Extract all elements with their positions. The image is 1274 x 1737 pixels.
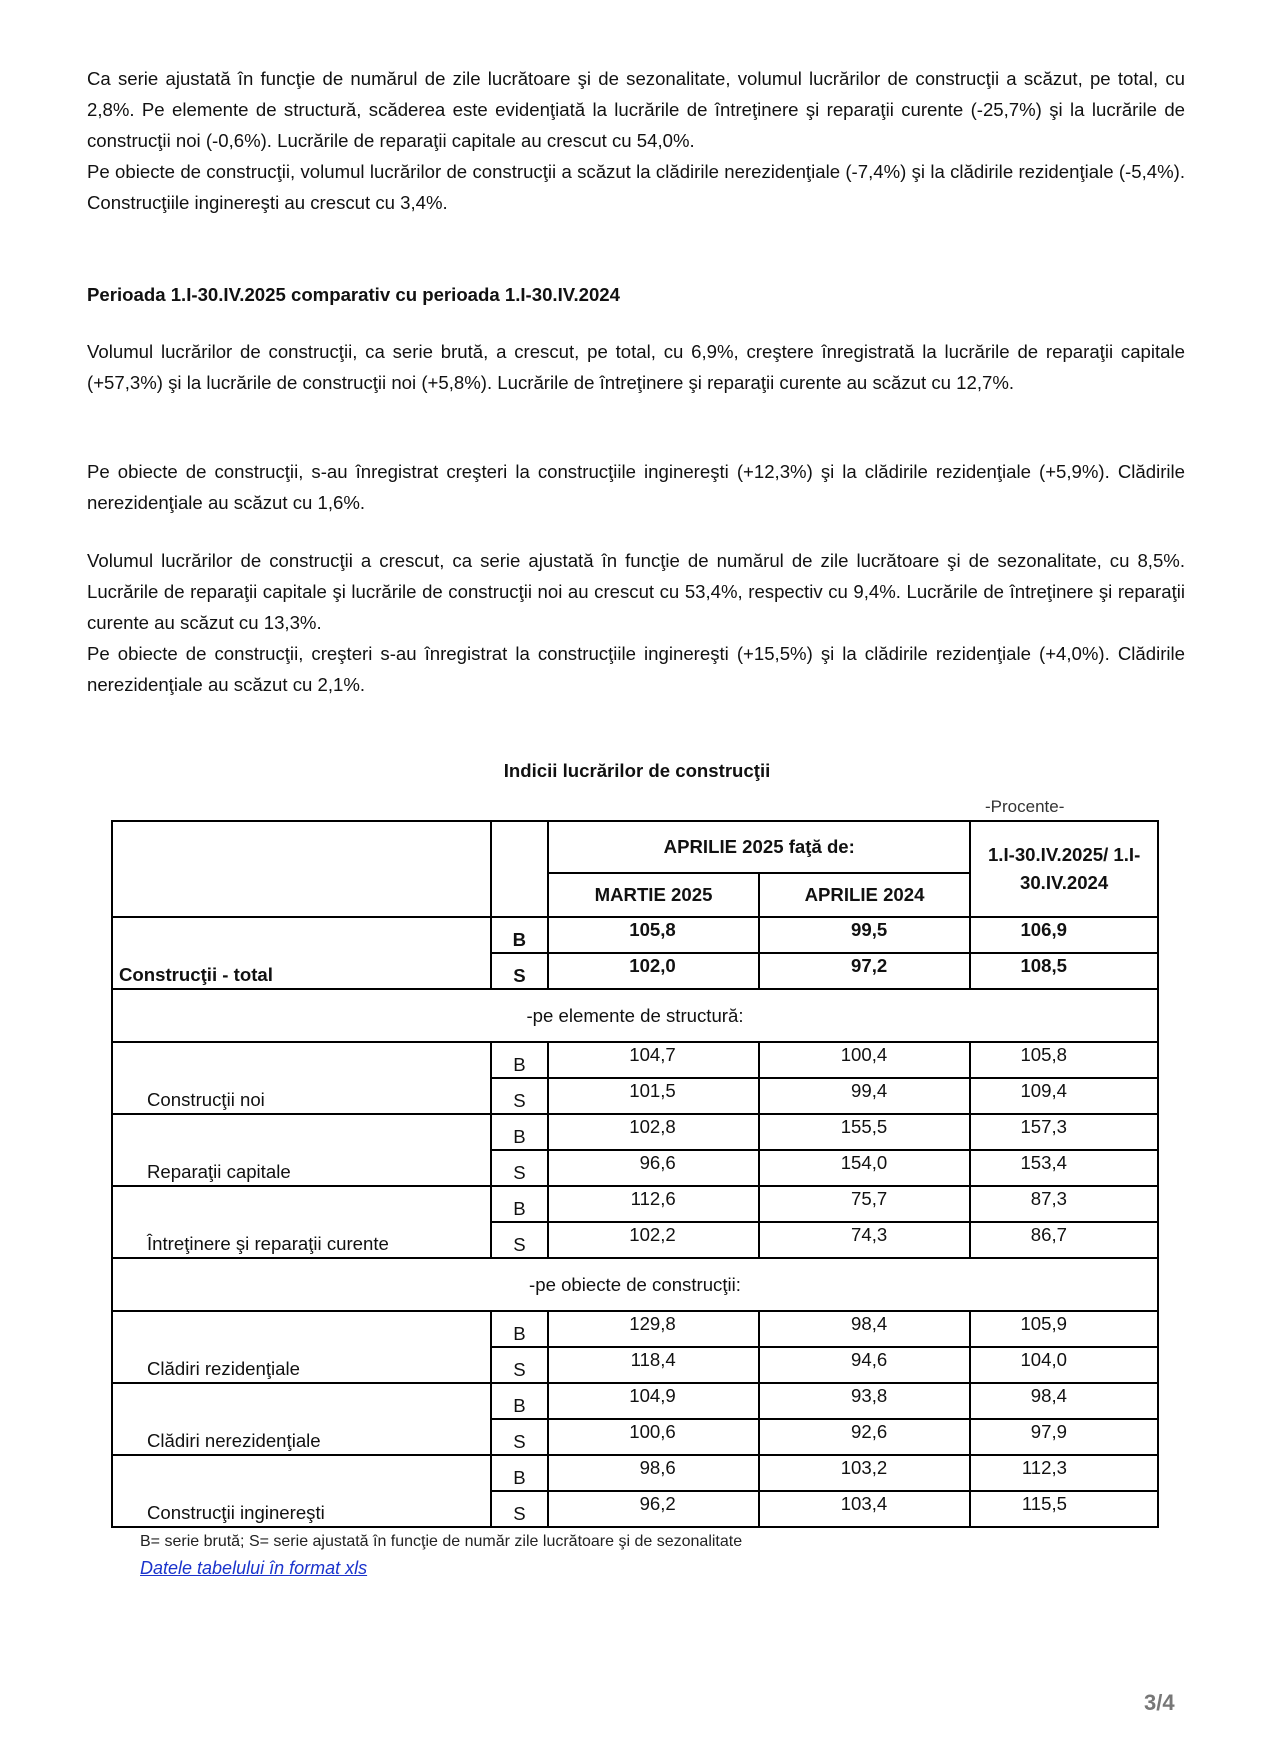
row-label-total: Construcţii - total <box>112 917 491 989</box>
value-cell: 105,8 <box>548 917 758 953</box>
table-row <box>112 1042 1158 1078</box>
table-row <box>112 1383 1158 1419</box>
value-cell: 103,2 <box>759 1455 970 1491</box>
value-cell: 153,4 <box>970 1150 1158 1186</box>
value-cell: 98,6 <box>548 1455 758 1491</box>
value-cell: 96,6 <box>548 1150 758 1186</box>
section-row <box>112 1258 1158 1311</box>
paragraph-raw-series: Volumul lucrărilor de construcţii, ca serie brută, a crescut, pe total, cu 6,9%, creştere înregistrată la lucrările de reparaţii capitale (+57,3%) şi la lucrările de construcţii noi (+5,8%). Lucrările de întreţinere şi reparaţii curente au scăzut cu 12,7%. <box>87 341 1185 393</box>
header-april: APRILIE 2024 <box>759 873 970 917</box>
value-cell: 104,0 <box>970 1347 1158 1383</box>
row-label: Întreţinere şi reparaţii curente <box>112 1186 491 1258</box>
header-empty-type <box>491 821 549 917</box>
value-cell: 108,5 <box>970 953 1158 989</box>
value-cell: 103,4 <box>759 1491 970 1527</box>
value-cell: 100,6 <box>548 1419 758 1455</box>
value-cell: 105,8 <box>970 1042 1158 1078</box>
table-header-row <box>112 821 1158 873</box>
paragraph-objects-raw: Pe obiecte de construcţii, s-au înregistrat creşteri la construcţiile inginereşti (+12,3%) şi la clădirile rezidenţiale (+5,9%). Clădirile nerezidenţiale au scăzut cu 1,6%. <box>87 461 1185 513</box>
value-cell: 104,9 <box>548 1383 758 1419</box>
value-cell: 98,4 <box>970 1383 1158 1419</box>
value-cell: 109,4 <box>970 1078 1158 1114</box>
value-cell: 154,0 <box>759 1150 970 1186</box>
value-cell: 101,5 <box>548 1078 758 1114</box>
header-empty-label <box>112 821 491 917</box>
unit-note: -Procente- <box>985 797 1065 816</box>
xls-download-link[interactable]: Datele tabelului în format xls <box>140 1558 368 1578</box>
value-cell: 100,4 <box>759 1042 970 1078</box>
section-structure: -pe elemente de structură: <box>112 989 1158 1042</box>
page-number: 3/4 <box>1144 1690 1175 1715</box>
series-tag: B <box>491 1186 549 1222</box>
value-cell: 92,6 <box>759 1419 970 1455</box>
value-cell: 129,8 <box>548 1311 758 1347</box>
value-cell: 97,9 <box>970 1419 1158 1455</box>
value-cell: 155,5 <box>759 1114 970 1150</box>
series-tag: S <box>491 1078 549 1114</box>
value-cell: 97,2 <box>759 953 970 989</box>
value-cell: 74,3 <box>759 1222 970 1258</box>
row-label: Construcţii inginereşti <box>112 1455 491 1527</box>
section-objects: -pe obiecte de construcţii: <box>112 1258 1158 1311</box>
table-row <box>112 1455 1158 1491</box>
table-row <box>112 917 1158 953</box>
row-label: Clădiri rezidenţiale <box>112 1311 491 1383</box>
value-cell: 99,5 <box>759 917 970 953</box>
value-cell: 118,4 <box>548 1347 758 1383</box>
paragraph-adjusted-period: Volumul lucrărilor de construcţii a crescut, ca serie ajustată în funcţie de numărul de zile lucrătoare şi de sezonalitate, cu 8,5%. Lucrările de reparaţii capitale şi lucrările de construcţii noi au crescut cu 53,4%, respectiv cu 9,4%. Lucrările de întreţinere şi reparaţii curente au scăzut cu 13,3%. <box>87 550 1185 633</box>
value-cell: 102,0 <box>548 953 758 989</box>
paragraph-objects-adjusted: Pe obiecte de construcţii, volumul lucrărilor de construcţii a scăzut la clădirile nerezidenţiale (-7,4%) şi la clădirile rezidenţiale (-5,4%). Construcţiile inginereşti au crescut cu 3,4%. <box>87 161 1185 213</box>
value-cell: 102,8 <box>548 1114 758 1150</box>
value-cell: 99,4 <box>759 1078 970 1114</box>
series-tag: S <box>491 1347 549 1383</box>
value-cell: 86,7 <box>970 1222 1158 1258</box>
indices-table <box>111 820 1159 1528</box>
row-label: Construcţii noi <box>112 1042 491 1114</box>
series-tag: B <box>491 1455 549 1491</box>
series-tag: S <box>491 1222 549 1258</box>
table-footnote: B= serie brută; S= serie ajustată în funcţie de număr zile lucrătoare şi de sezonalitate <box>140 1533 743 1550</box>
value-cell: 157,3 <box>970 1114 1158 1150</box>
paragraph-objects-period: Pe obiecte de construcţii, creşteri s-au înregistrat la construcţiile inginereşti (+15,5%) şi la clădirile rezidenţiale (+4,0%). Clădirile nerezidenţiale au scăzut cu 2,1%. <box>87 643 1185 695</box>
header-group: APRILIE 2025 faţă de: <box>548 821 970 873</box>
value-cell: 87,3 <box>970 1186 1158 1222</box>
header-march: MARTIE 2025 <box>548 873 758 917</box>
value-cell: 105,9 <box>970 1311 1158 1347</box>
value-cell: 102,2 <box>548 1222 758 1258</box>
value-cell: 104,7 <box>548 1042 758 1078</box>
value-cell: 115,5 <box>970 1491 1158 1527</box>
value-cell: 94,6 <box>759 1347 970 1383</box>
series-tag: B <box>491 1383 549 1419</box>
value-cell: 75,7 <box>759 1186 970 1222</box>
section-row <box>112 989 1158 1042</box>
series-tag: S <box>491 1419 549 1455</box>
value-cell: 98,4 <box>759 1311 970 1347</box>
series-tag: B <box>491 917 549 953</box>
value-cell: 96,2 <box>548 1491 758 1527</box>
series-tag: B <box>491 1042 549 1078</box>
paragraph-adjusted-series: Ca serie ajustată în funcţie de numărul de zile lucrătoare şi de sezonalitate, volumul lucrărilor de construcţii a scăzut, pe total, cu 2,8%. Pe elemente de structură, scăderea este evidenţiată la lucrările de întreţinere şi reparaţii curente (-25,7%) şi la lucrările de construcţii noi (-0,6%). Lucrările de reparaţii capitale au crescut cu 54,0%. <box>87 68 1185 151</box>
series-tag: B <box>491 1114 549 1150</box>
table-title: Indicii lucrărilor de construcţii <box>503 760 771 781</box>
series-tag: S <box>491 953 549 989</box>
series-tag: S <box>491 1150 549 1186</box>
row-label: Clădiri nerezidenţiale <box>112 1383 491 1455</box>
value-cell: 106,9 <box>970 917 1158 953</box>
value-cell: 112,6 <box>548 1186 758 1222</box>
section-heading: Perioada 1.I-30.IV.2025 comparativ cu perioada 1.I-30.IV.2024 <box>87 284 620 305</box>
table-row <box>112 1114 1158 1150</box>
value-cell: 93,8 <box>759 1383 970 1419</box>
table-row <box>112 1186 1158 1222</box>
series-tag: S <box>491 1491 549 1527</box>
table-row <box>112 1311 1158 1347</box>
header-period: 1.I-30.IV.2025/ 1.I-30.IV.2024 <box>970 821 1158 917</box>
value-cell: 112,3 <box>970 1455 1158 1491</box>
row-label: Reparaţii capitale <box>112 1114 491 1186</box>
series-tag: B <box>491 1311 549 1347</box>
